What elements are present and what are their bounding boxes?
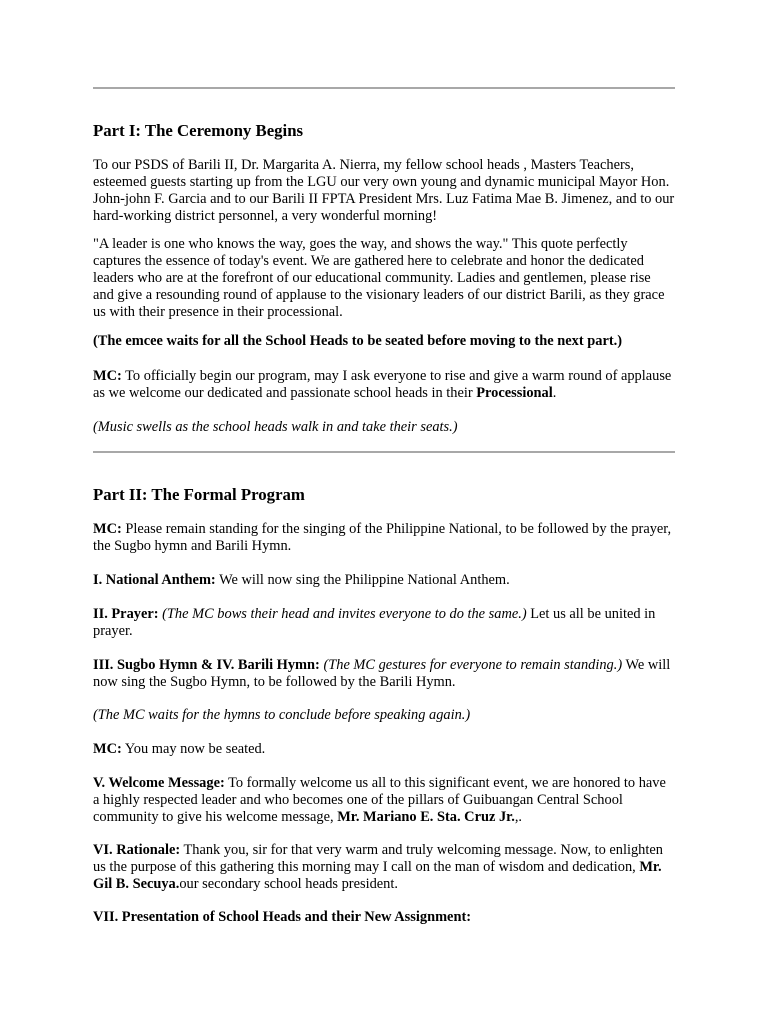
greeting-paragraph: To our PSDS of Barili II, Dr. Margarita A. Nierra, my fellow school heads , Masters Teachers, esteemed guests starting up from the LGU our very own young and dynamic municipal Mayor Hon. John-john F. Garcia and to our Barili II FPTA President Mrs. Luz Fatima Mae B. Jimenez, and to our hard-working district personnel, a very wonderful morning! (93, 157, 675, 224)
presentation-heading: VII. Presentation of School Heads and their New Assignment: (93, 909, 472, 925)
anthem-text: We will now sing the Philippine National Anthem. (215, 572, 510, 588)
rationale-paragraph (93, 842, 675, 893)
rationale-speaker: Mr. Gil B. Secuya. (93, 859, 662, 892)
mc-label: MC: (93, 741, 122, 757)
anthem-paragraph (93, 572, 675, 589)
prayer-label: II. Prayer: (93, 606, 159, 622)
hymn-paragraph (93, 657, 675, 691)
rationale-text: Thank you, sir for that very warm and truly welcoming message. Now, to enlighten us the purpose of this gathering this morning may I call on the man of wisdom and dedication, (93, 842, 663, 875)
music-note: (Music swells as the school heads walk in and take their seats.) (93, 419, 458, 435)
emcee-note: (The emcee waits for all the School Heads to be seated before moving to the next part.) (93, 333, 623, 349)
mc-text: To officially begin our program, may I ask everyone to rise and give a warm round of applause as we welcome our dedicated and passionate school heads in their (93, 368, 672, 401)
welcome-label: V. Welcome Message: (93, 775, 225, 791)
mc-end: . (552, 385, 557, 401)
mc-label: MC: (93, 521, 122, 537)
mc-seated-paragraph (93, 741, 675, 758)
anthem-label: I. National Anthem: (93, 572, 216, 588)
hymn-label: III. Sugbo Hymn & IV. Barili Hymn: (93, 657, 320, 673)
mc-text: You may now be seated. (121, 741, 266, 757)
mc-text: Please remain standing for the singing of the Philippine National, to be followed by the prayer, the Sugbo hymn and Barili Hymn. (93, 521, 672, 554)
hymn-text: We will now sing the Sugbo Hymn, to be followed by the Barili Hymn. (93, 657, 671, 690)
part2-heading: Part II: The Formal Program (93, 485, 305, 504)
quote-paragraph: "A leader is one who knows the way, goes the way, and shows the way." This quote perfectly captures the essence of today's event. We are gathered here to celebrate and honor the dedicated leaders who are at the forefront of our educational community. Ladies and gentlemen, please rise and give a resounding round of applause to the visionary leaders of our district Barili, as they grace us with their presence in their processional. (93, 236, 665, 320)
prayer-paragraph (93, 606, 675, 640)
welcome-paragraph (93, 775, 675, 826)
part1-heading: Part I: The Ceremony Begins (93, 121, 304, 140)
mc-processional-paragraph (93, 368, 675, 402)
top-divider (93, 87, 675, 89)
wait-note: (The MC waits for the hymns to conclude before speaking again.) (93, 707, 471, 723)
welcome-text: To formally welcome us all to this significant event, we are honored to have a highly respected leader and who becomes one of the pillars of Guibuangan Central School community to give his welcome message, (93, 775, 666, 825)
mc-standing-paragraph (93, 521, 675, 555)
hymn-direction: (The MC gestures for everyone to remain standing.) (323, 657, 623, 673)
processional-term: Processional (476, 385, 553, 401)
middle-divider (93, 451, 675, 453)
rationale-label: VI. Rationale: (93, 842, 181, 858)
welcome-speaker: Mr. Mariano E. Sta. Cruz Jr. (337, 809, 515, 825)
mc-label: MC: (93, 368, 122, 384)
welcome-end: ,. (514, 809, 523, 825)
prayer-direction: (The MC bows their head and invites everyone to do the same.) (162, 606, 527, 622)
rationale-end: our secondary school heads president. (179, 876, 398, 892)
prayer-text: Let us all be united in prayer. (93, 606, 656, 639)
